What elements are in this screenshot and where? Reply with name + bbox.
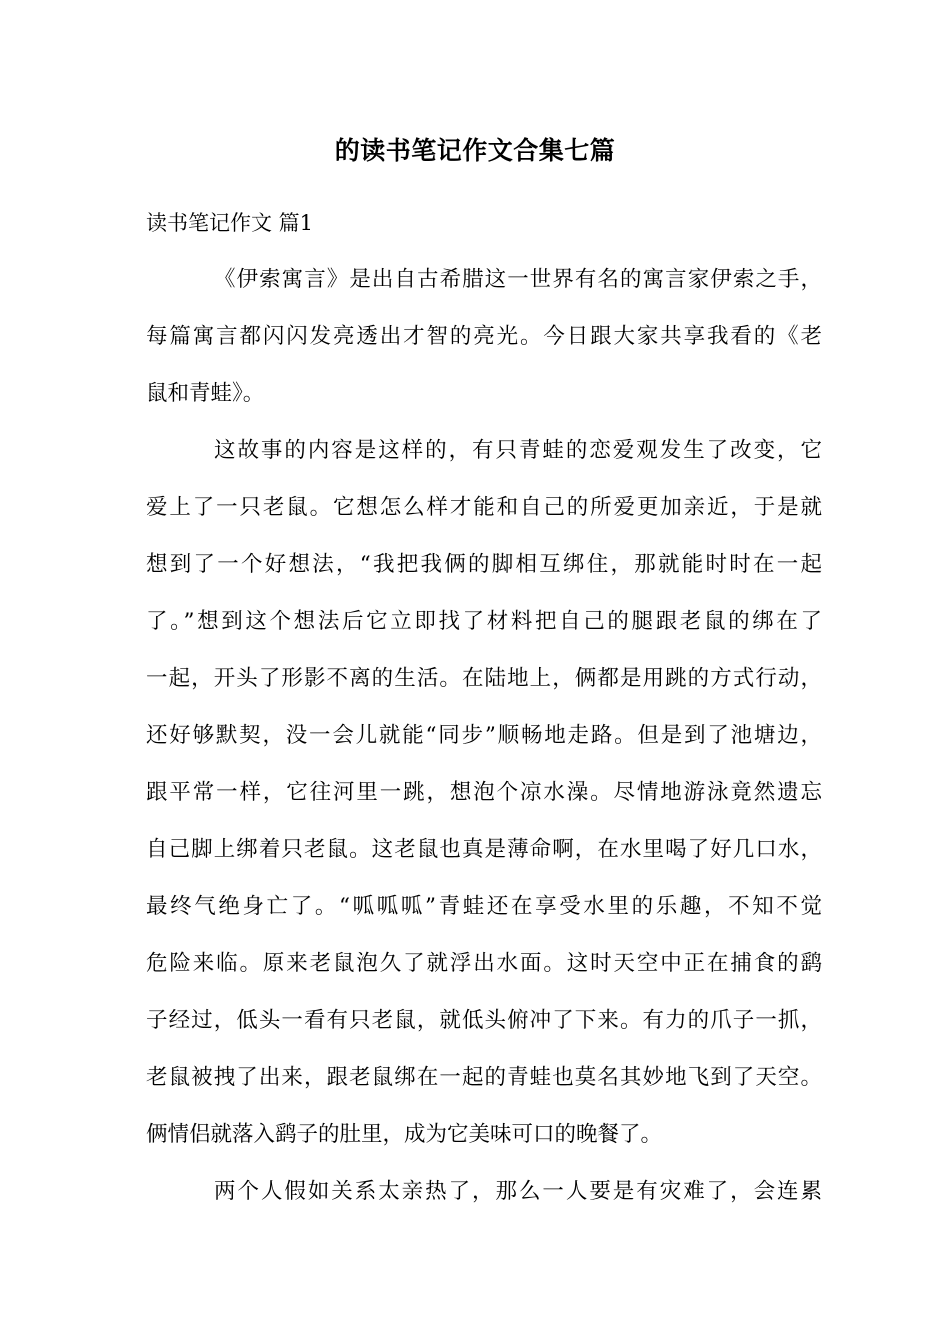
- paragraph-line: 爱上了一只老鼠。它想怎么样才能和自己的所爱更加亲近，于是就: [146, 495, 822, 520]
- paragraph-line: 两个人假如关系太亲热了，那么一人要是有灾难了，会连累: [214, 1179, 822, 1204]
- paragraph-line: 一起，开头了形影不离的生活。在陆地上，俩都是用跳的方式行动，: [146, 666, 822, 691]
- paragraph-line: 子经过，低头一看有只老鼠，就低头俯冲了下来。有力的爪子一抓，: [146, 1008, 822, 1033]
- paragraph-line: 自己脚上绑着只老鼠。这老鼠也真是薄命啊，在水里喝了好几口水，: [146, 837, 822, 862]
- paragraph-line: 这故事的内容是这样的，有只青蛙的恋爱观发生了改变，它: [214, 438, 822, 463]
- paragraph-line: 想到了一个好想法，“我把我俩的脚相互绑住，那就能时时在一起: [146, 552, 822, 577]
- paragraph-line: 俩情侣就落入鹞子的肚里，成为它美味可口的晚餐了。: [146, 1122, 663, 1147]
- paragraph-line: 跟平常一样，它往河里一跳，想泡个凉水澡。尽情地游泳竟然遗忘: [146, 780, 822, 805]
- paragraph-line: 了。”想到这个想法后它立即找了材料把自己的腿跟老鼠的绑在了: [146, 609, 822, 634]
- paragraph-line: 鼠和青蛙》。: [146, 381, 265, 406]
- paragraph-line: 每篇寓言都闪闪发亮透出才智的亮光。今日跟大家共享我看的《老: [146, 324, 822, 349]
- paragraph-line: 最终气绝身亡了。“呱呱呱”青蛙还在享受水里的乐趣，不知不觉: [146, 894, 822, 919]
- paragraph-line: 《伊索寓言》是出自古希腊这一世界有名的寓言家伊索之手，: [214, 267, 822, 292]
- paragraph-line: 还好够默契，没一会儿就能“同步”顺畅地走路。但是到了池塘边，: [146, 723, 822, 748]
- paragraph-line: 危险来临。原来老鼠泡久了就浮出水面。这时天空中正在捕食的鹞: [146, 951, 822, 976]
- section-heading: 读书笔记作文 篇1: [146, 211, 314, 235]
- paragraph-line: 老鼠被拽了出来，跟老鼠绑在一起的青蛙也莫名其妙地飞到了天空。: [146, 1065, 822, 1090]
- document-title: 的读书笔记作文合集七篇: [334, 136, 616, 165]
